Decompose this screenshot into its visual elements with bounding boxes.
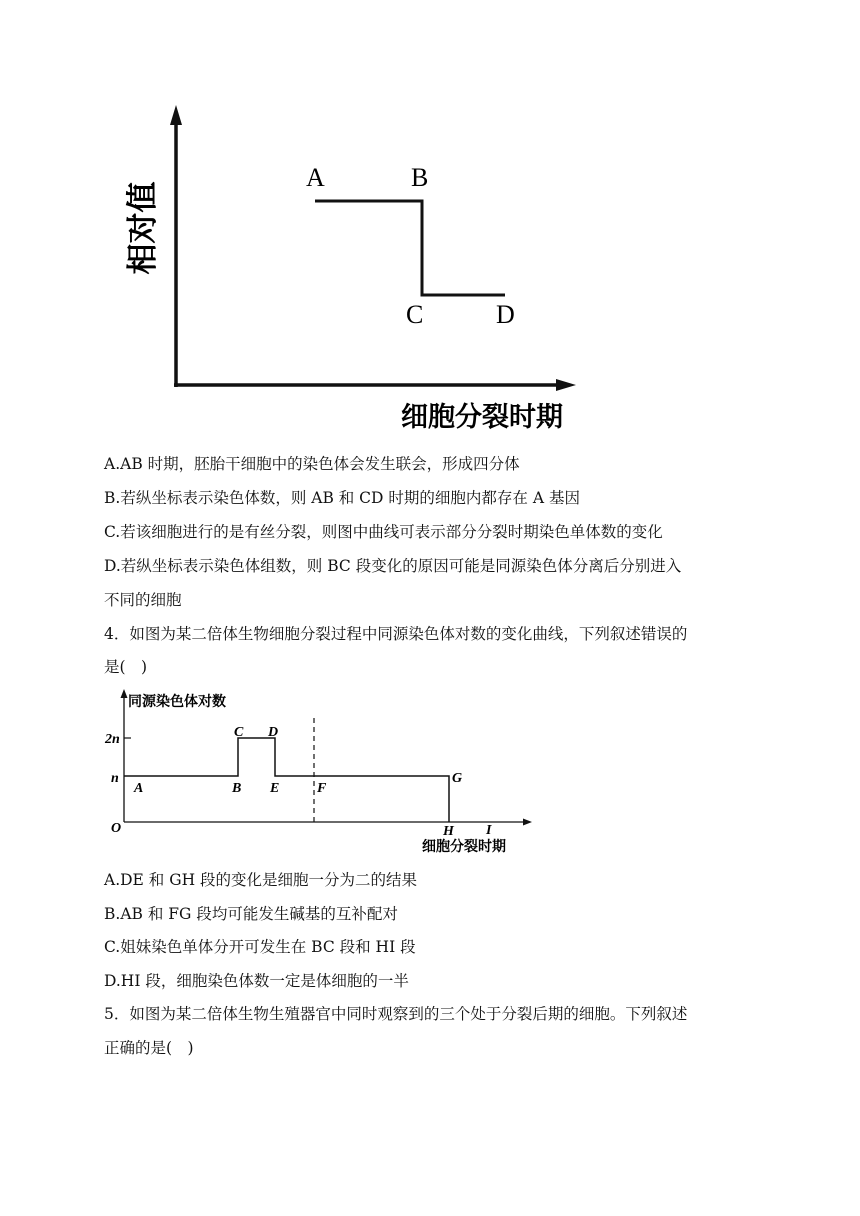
q4-option-a: A.DE 和 GH 段的变化是细胞一分为二的结果: [104, 871, 418, 889]
q4-option-b: B.AB 和 FG 段均可能发生碱基的互补配对: [104, 905, 398, 923]
fig1-x-label: 细胞分裂时期: [401, 402, 563, 433]
fig1-x-axis-arrow: [556, 379, 576, 391]
fig2-y-axis-arrow: [121, 689, 128, 698]
fig2-x-label: 细胞分裂时期: [422, 839, 506, 855]
fig2-label-c: C: [234, 725, 244, 740]
figure2-homologous-pairs-graph: [100, 686, 550, 858]
q4-stem-line1: 4．如图为某二倍体生物细胞分裂过程中同源染色体对数的变化曲线，下列叙述错误的: [104, 625, 688, 643]
fig1-y-axis-arrow: [170, 105, 182, 125]
fig2-x-axis-arrow: [523, 819, 532, 826]
fig1-label-d: D: [496, 300, 515, 329]
q3-option-a: A.AB 时期，胚胎干细胞中的染色体会发生联会，形成四分体: [104, 455, 520, 473]
fig1-y-label: 相对值: [125, 181, 161, 275]
fig1-curve: [315, 201, 505, 295]
fig1-label-c: C: [406, 300, 424, 329]
q3-option-d-line1: D.若纵坐标表示染色体组数，则 BC 段变化的原因可能是同源染色体分离后分别进入: [104, 557, 682, 575]
fig2-label-i: I: [486, 823, 492, 838]
fig2-label-f: F: [317, 781, 327, 796]
fig2-origin: O: [111, 821, 122, 836]
fig2-label-g: G: [452, 771, 463, 786]
q5-stem-line2: 正确的是( ): [104, 1039, 194, 1057]
q4-option-d: D.HI 段，细胞染色体数一定是体细胞的一半: [104, 972, 409, 990]
fig2-label-a: A: [134, 781, 144, 796]
q4-option-c: C.姐妹染色单体分开可发生在 BC 段和 HI 段: [104, 938, 416, 956]
q3-option-b: B.若纵坐标表示染色体数，则 AB 和 CD 时期的细胞内都存在 A 基因: [104, 489, 580, 507]
fig2-curve: [124, 738, 449, 822]
fig1-label-a: A: [306, 163, 325, 192]
fig2-label-e: E: [270, 781, 280, 796]
q5-stem-line1: 5．如图为某二倍体生物生殖器官中同时观察到的三个处于分裂后期的细胞。下列叙述: [104, 1005, 688, 1023]
fig2-y-label: 同源染色体对数: [128, 694, 226, 710]
q3-option-c: C.若该细胞进行的是有丝分裂，则图中曲线可表示部分分裂时期染色单体数的变化: [104, 523, 663, 541]
figure1-relative-value-graph: [100, 95, 590, 440]
fig2-ytick-2n: 2n: [105, 732, 120, 747]
q3-option-d-line2: 不同的细胞: [104, 591, 182, 609]
fig2-label-h: H: [443, 824, 454, 839]
fig2-label-d: D: [268, 725, 279, 740]
fig2-label-b: B: [232, 781, 242, 796]
fig2-ytick-n: n: [111, 771, 119, 786]
q4-stem-line2: 是( ): [104, 658, 148, 676]
fig1-label-b: B: [411, 163, 429, 192]
